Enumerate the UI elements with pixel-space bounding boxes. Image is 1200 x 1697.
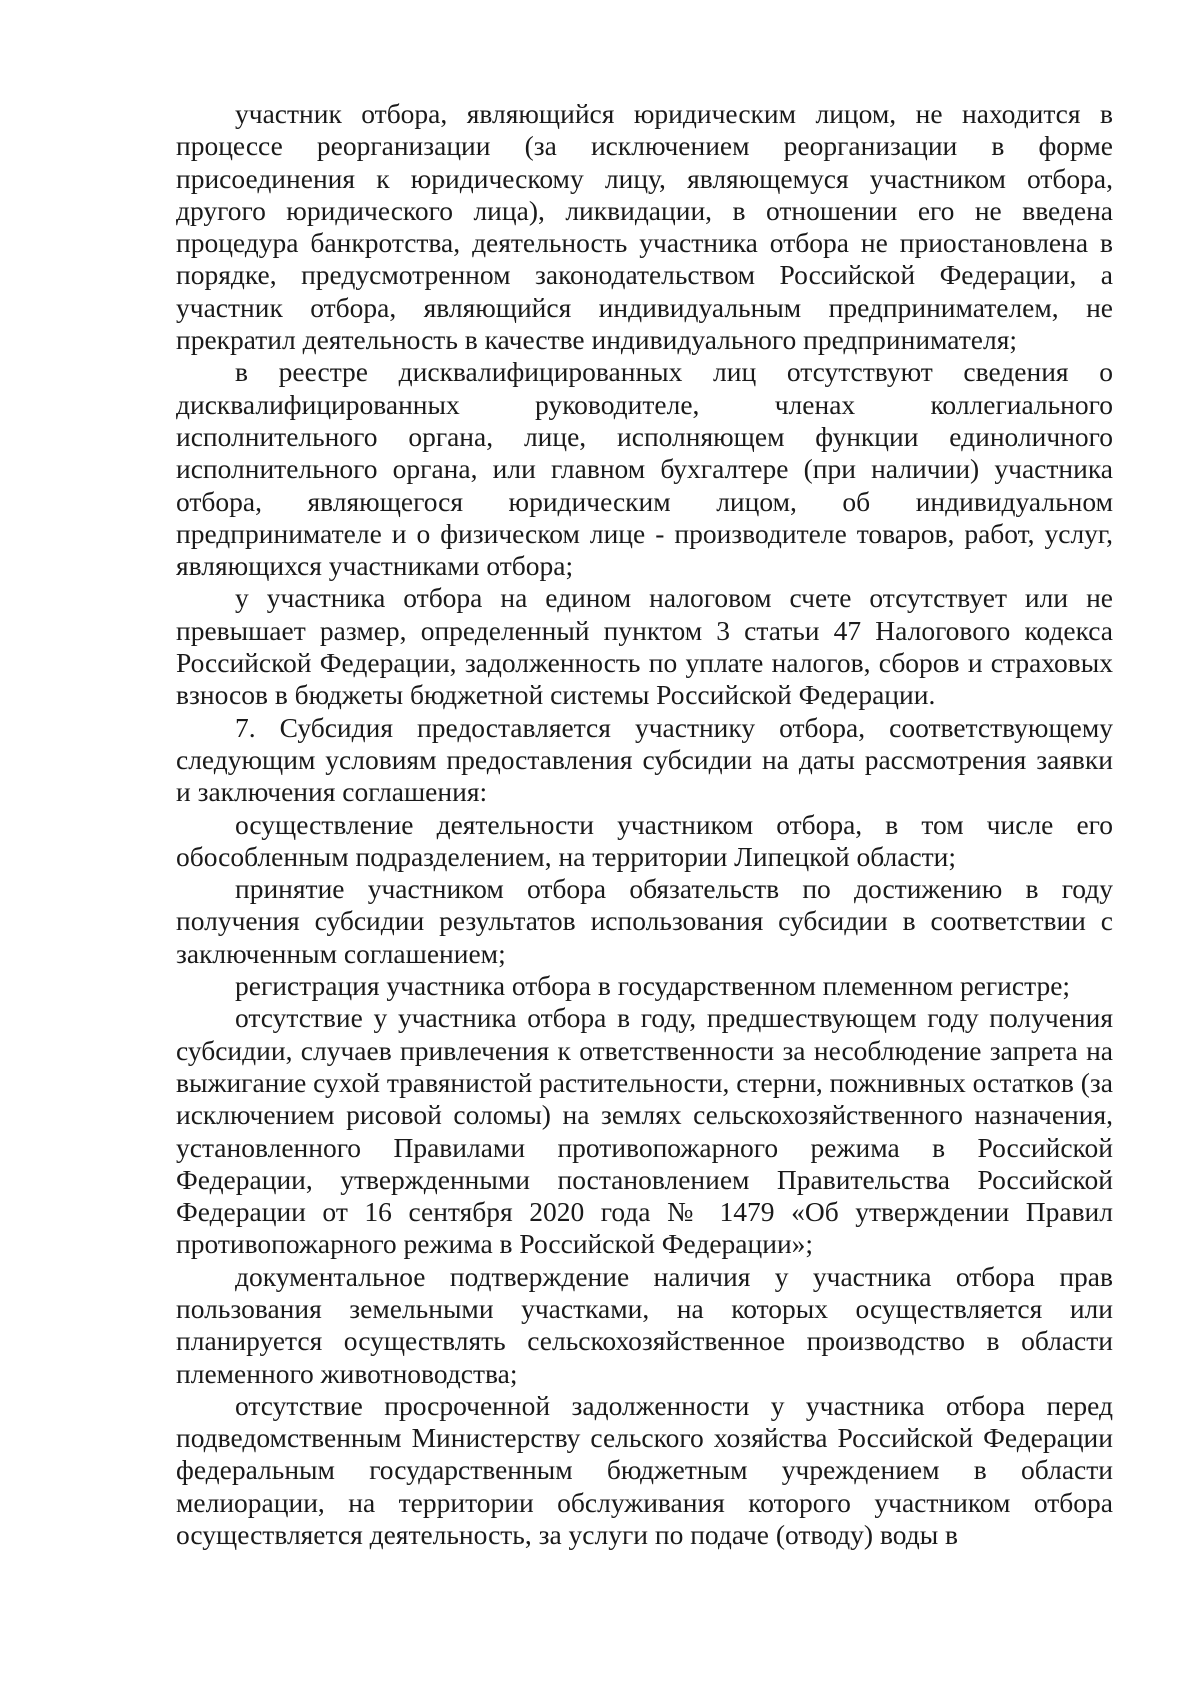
paragraph-disqualified-registry: в реестре дисквалифицированных лиц отсутствуют сведения о дисквалифицированных руководителе, членах коллегиального исполнительного органа, лице, исполняющем функции единоличного исполнительного органа, или главном бухгалтере (при наличии) участника отбора, являющегося юридическим лицом, об индивидуальном предпринимателе и о физическом лице - производителе товаров, работ, услуг, являющихся участниками отбора; bbox=[176, 356, 1113, 582]
paragraph-item-7: 7. Субсидия предоставляется участнику отбора, соответствующему следующим условиям предоставления субсидии на даты рассмотрения заявки и заключения соглашения: bbox=[176, 711, 1113, 808]
paragraph-territory: осуществление деятельности участником отбора, в том числе его обособленным подразделением, на территории Липецкой области; bbox=[176, 808, 1113, 872]
paragraph-reorganization: участник отбора, являющийся юридическим лицом, не находится в процессе реорганизации (за исключением реорганизации в форме присоединения к юридическому лицу, являющемуся участником отбора, другого юридического лица), ликвидации, в отношении его не введена процедура банкротства, деятельность участника отбора не приостановлена в порядке, предусмотренном законодательством Российской Федерации, а участник отбора, являющийся индивидуальным предпринимателем, не прекратил деятельность в качестве индивидуального предпринимателя; bbox=[176, 98, 1113, 356]
paragraph-tax-debt: у участника отбора на едином налоговом счете отсутствует или не превышает размер, определенный пунктом 3 статьи 47 Налогового кодекса Российской Федерации, задолженность по уплате налогов, сборов и страховых взносов в бюджеты бюджетной системы Российской Федерации. bbox=[176, 582, 1113, 711]
paragraph-fire-safety: отсутствие у участника отбора в году, предшествующем году получения субсидии, случаев привлечения к ответственности за несоблюдение запрета на выжигание сухой травянистой растительности, стерни, пожнивных остатков (за исключением рисовой соломы) на землях сельскохозяйственного назначения, установленного Правилами противопожарного режима в Российской Федерации, утвержденными постановлением Правительства Российской Федерации от 16 сентября 2020 года № 1479 «Об утверждении Правил противопожарного режима в Российской Федерации»; bbox=[176, 1002, 1113, 1260]
paragraph-breeding-register: регистрация участника отбора в государственном племенном регистре; bbox=[235, 970, 1071, 1002]
paragraph-melioration-debt: отсутствие просроченной задолженности у участника отбора перед подведомственным Министерству сельского хозяйства Российской Федерации федеральным государственным бюджетным учреждением в области мелиорации, на территории обслуживания которого участником отбора осуществляется деятельность, за услуги по подаче (отводу) воды в bbox=[176, 1389, 1113, 1551]
paragraph-land-rights: документальное подтверждение наличия у участника отбора прав пользования земельными участками, на которых осуществляется или планируется осуществлять сельскохозяйственное производство в области племенного животноводства; bbox=[176, 1260, 1113, 1389]
document-body bbox=[176, 98, 1113, 1551]
paragraph-obligations: принятие участником отбора обязательств по достижению в году получения субсидии результатов использования субсидии в соответствии с заключенным соглашением; bbox=[176, 873, 1113, 969]
